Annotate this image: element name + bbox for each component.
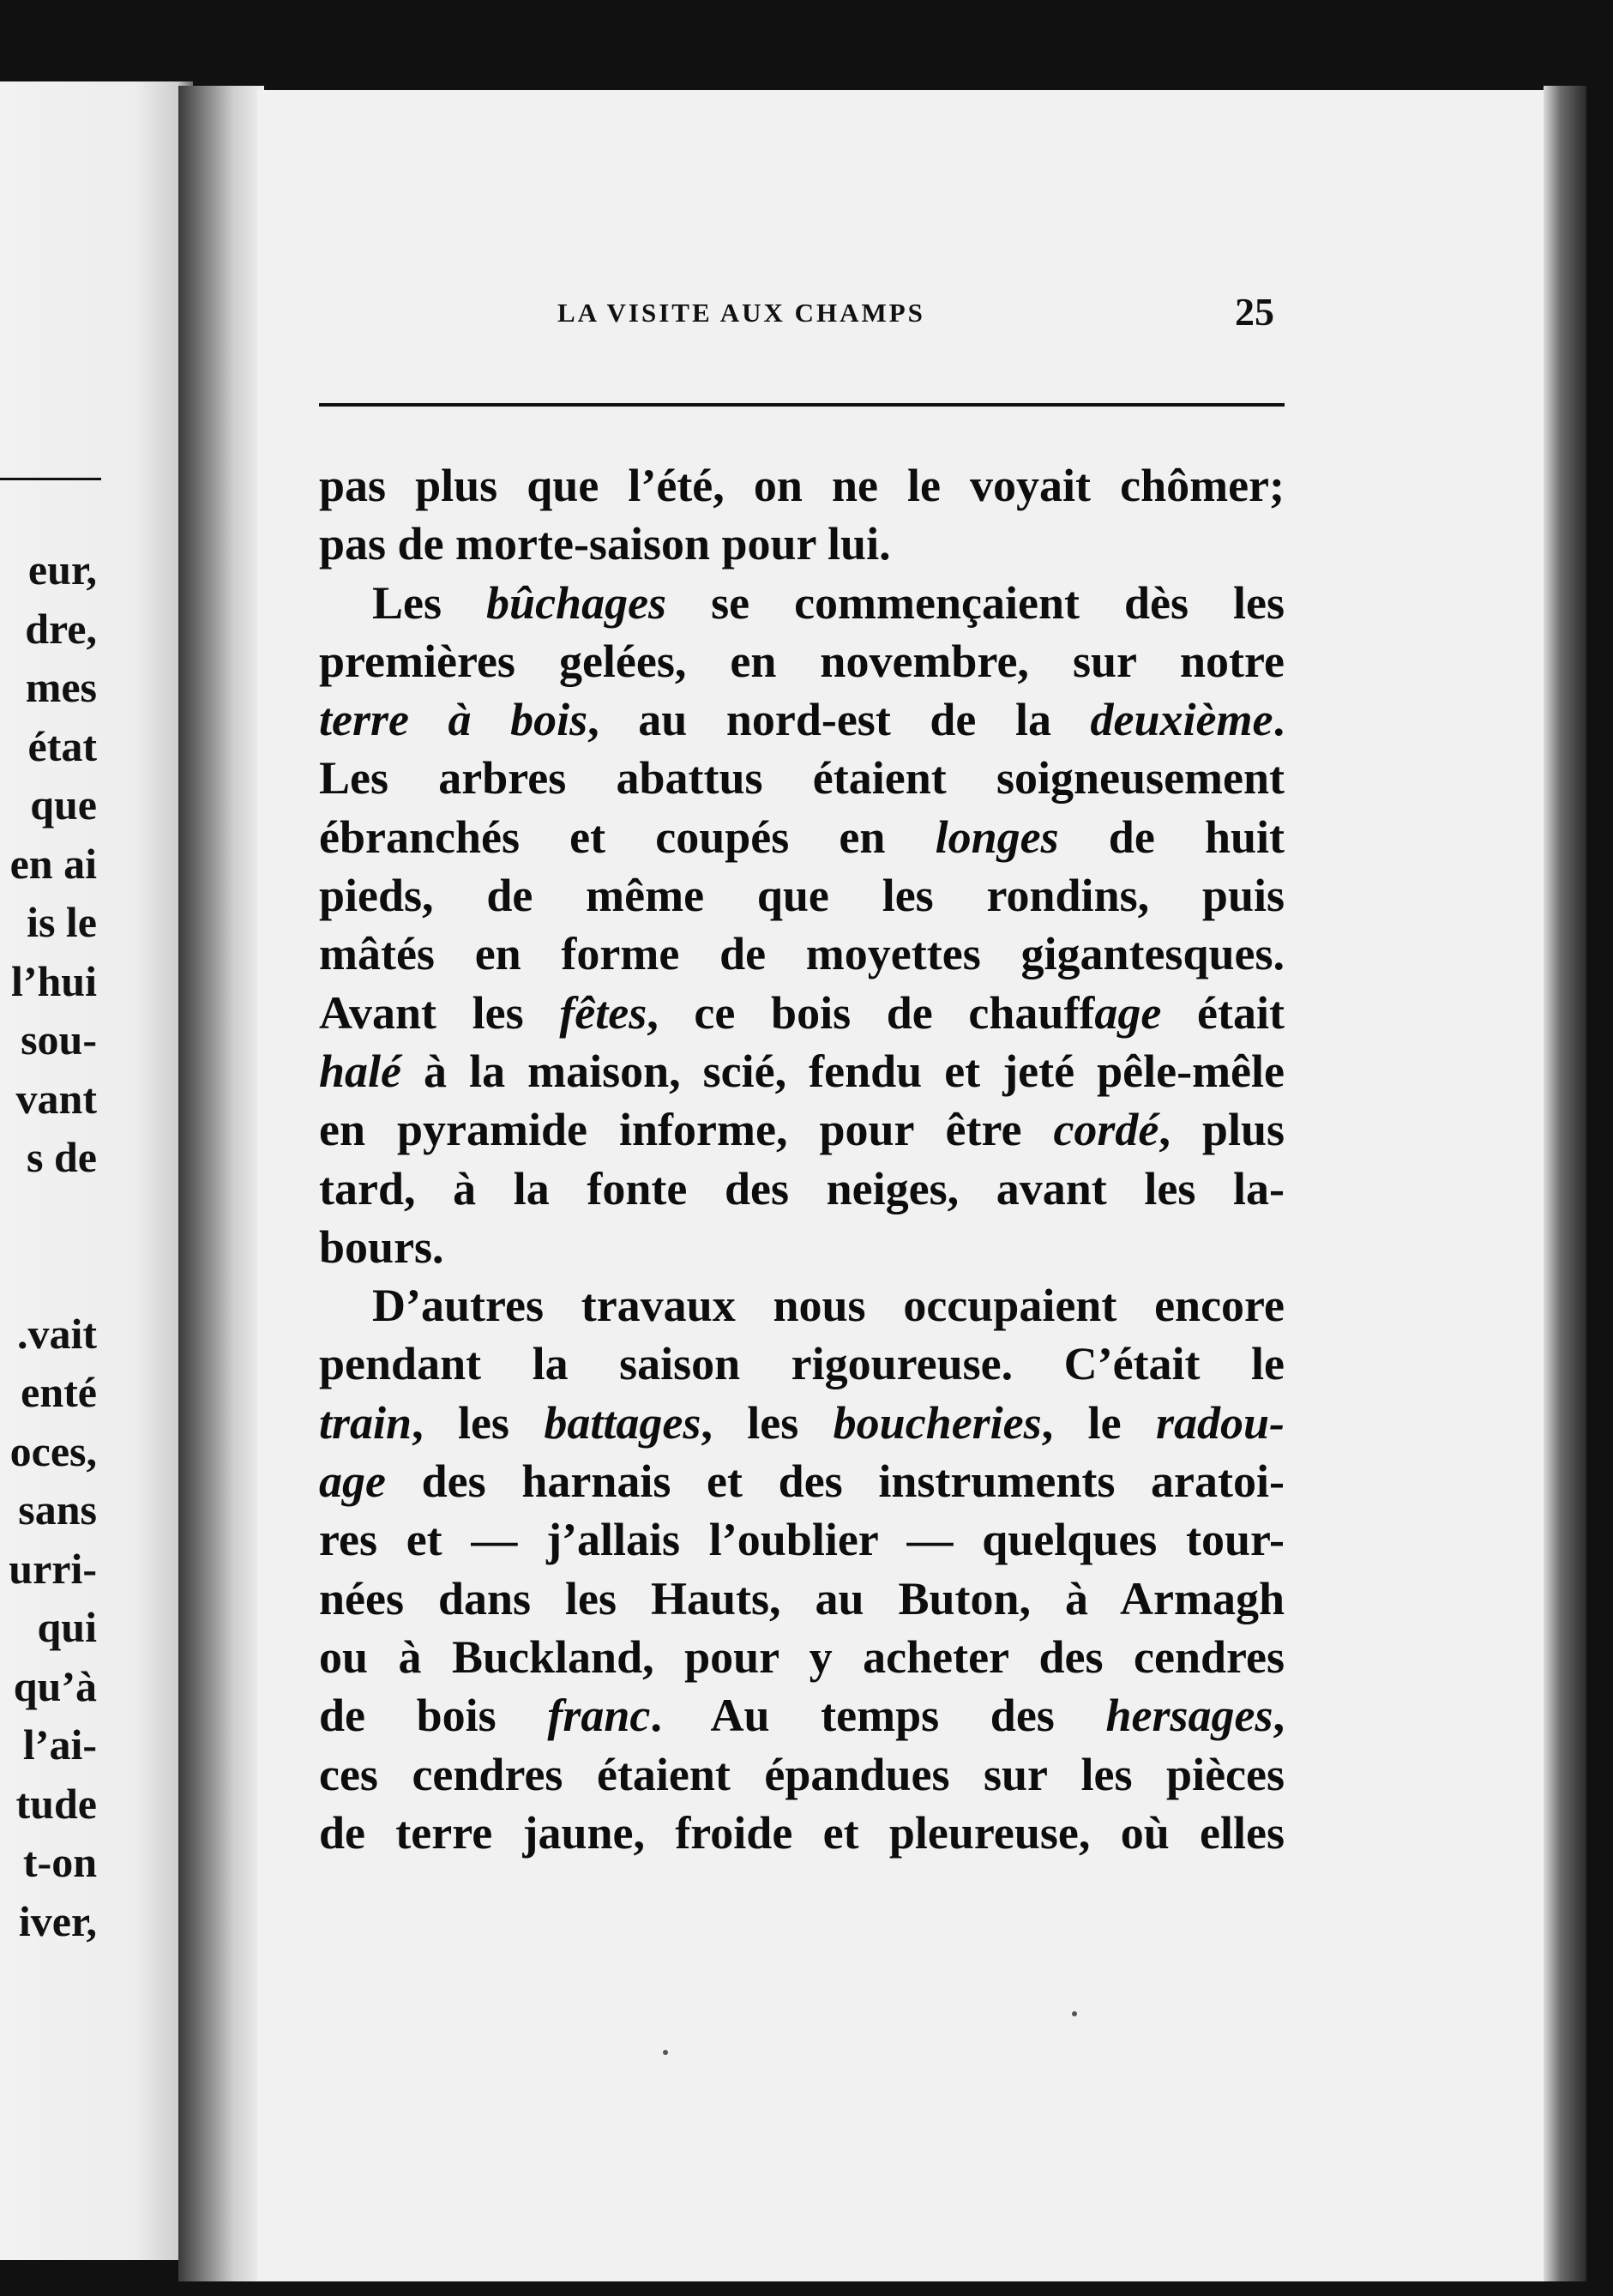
facing-page-line: qu’à: [13, 1661, 97, 1710]
text-line: pieds, de même que les rondins, puis: [319, 870, 1285, 922]
text-line: pas plus que l’été, on ne le voyait chômer;: [319, 460, 1285, 511]
text-line: mâtés en forme de moyettes gigantesques.: [319, 928, 1285, 980]
facing-page-text: [9, 540, 97, 1950]
italic-term: terre à bois: [319, 694, 588, 746]
facing-page-line: tude: [15, 1779, 97, 1828]
text-line: D’autres travaux nous occupaient encore: [372, 1280, 1285, 1332]
italic-term: train: [319, 1396, 412, 1449]
facing-page-left: [0, 81, 193, 2260]
facing-page-line: dre,: [25, 604, 97, 653]
text-line: ébranchés et coupés en longes de huit: [319, 811, 1285, 863]
facing-page-line: eur,: [27, 545, 97, 594]
facing-page-line: en ai: [9, 839, 97, 888]
facing-page-line: .vait: [16, 1309, 97, 1358]
text-line: de terre jaune, froide et pleureuse, où elles: [319, 1806, 1285, 1859]
text-line: res et — j’allais l’oublier — quelques tour-: [319, 1514, 1285, 1566]
text-line: ces cendres étaient épandues sur les pièces: [319, 1748, 1285, 1800]
facing-page-line: s de: [27, 1133, 97, 1181]
italic-term: radou-: [1155, 1396, 1285, 1449]
facing-page-line: [9, 1187, 97, 1246]
text-line: ou à Buckland, pour y acheter des cendres: [319, 1630, 1285, 1683]
italic-term: cordé: [1053, 1104, 1159, 1156]
facing-page-line: que: [30, 780, 97, 829]
text-line: Les bûchages se commençaient dès les: [372, 576, 1285, 629]
text-line: bours.: [319, 1220, 444, 1273]
speck: [663, 2050, 668, 2055]
page-number: 25: [1235, 290, 1274, 334]
facing-page-line: [9, 1245, 97, 1305]
facing-page-line: is le: [27, 898, 97, 946]
text-line: terre à bois, au nord-est de la deuxième.: [319, 694, 1285, 746]
italic-term: battages: [544, 1396, 701, 1449]
italic-term: age: [1094, 986, 1162, 1039]
italic-term: longes: [935, 811, 1059, 863]
italic-term: bûchages: [486, 576, 667, 629]
facing-page-line: enté: [21, 1368, 97, 1416]
facing-page-line: mes: [25, 663, 97, 711]
running-head: LA VISITE AUX CHAMPS: [557, 298, 925, 328]
book-gutter: [178, 86, 264, 2281]
text-line: pendant la saison rigoureuse. C’était le: [319, 1338, 1285, 1390]
text-line: tard, à la fonte des neiges, avant les la-: [319, 1162, 1285, 1214]
facing-page-line: iver,: [18, 1896, 97, 1945]
italic-term: halé: [319, 1045, 402, 1097]
facing-page-line: qui: [37, 1603, 97, 1651]
text-line: nées dans les Hauts, au Buton, à Armagh: [319, 1572, 1285, 1624]
italic-term: hersages: [1105, 1690, 1273, 1742]
facing-page-line: t-on: [22, 1838, 97, 1886]
facing-page-rule: [0, 478, 101, 480]
facing-page-line: oces,: [9, 1426, 97, 1475]
text-line: Avant les fêtes, ce bois de chauffage était: [319, 986, 1285, 1039]
body-text: [319, 456, 1285, 1862]
text-line: pas de morte-saison pour lui.: [319, 518, 891, 570]
header-rule: [319, 403, 1285, 407]
text-line: premières gelées, en novembre, sur notre: [319, 635, 1285, 687]
facing-page-line: urri-: [9, 1544, 97, 1593]
text-line: de bois franc. Au temps des hersages,: [319, 1690, 1285, 1742]
italic-term: deuxième: [1090, 694, 1273, 746]
text-line: en pyramide informe, pour être cordé, plus: [319, 1104, 1285, 1156]
facing-page-line: sans: [18, 1485, 97, 1534]
text-line: train, les battages, les boucheries, le radou-: [319, 1396, 1285, 1449]
facing-page-line: l’hui: [10, 956, 97, 1005]
text-line: Les arbres abattus étaient soigneusement: [319, 752, 1285, 805]
text-line: age des harnais et des instruments aratoi-: [319, 1455, 1285, 1508]
page-edge: [1544, 86, 1586, 2281]
italic-term: age: [319, 1455, 386, 1508]
facing-page-line: vant: [15, 1074, 97, 1123]
italic-term: franc: [547, 1690, 651, 1742]
facing-page-line: l’ai-: [22, 1720, 97, 1769]
facing-page-line: sou-: [21, 1015, 97, 1064]
facing-page-line: état: [27, 721, 97, 770]
speck: [1072, 2011, 1077, 2016]
italic-term: fêtes: [559, 986, 647, 1039]
text-line: halé à la maison, scié, fendu et jeté pêle-mêle: [319, 1045, 1285, 1097]
italic-term: boucheries: [833, 1396, 1042, 1449]
